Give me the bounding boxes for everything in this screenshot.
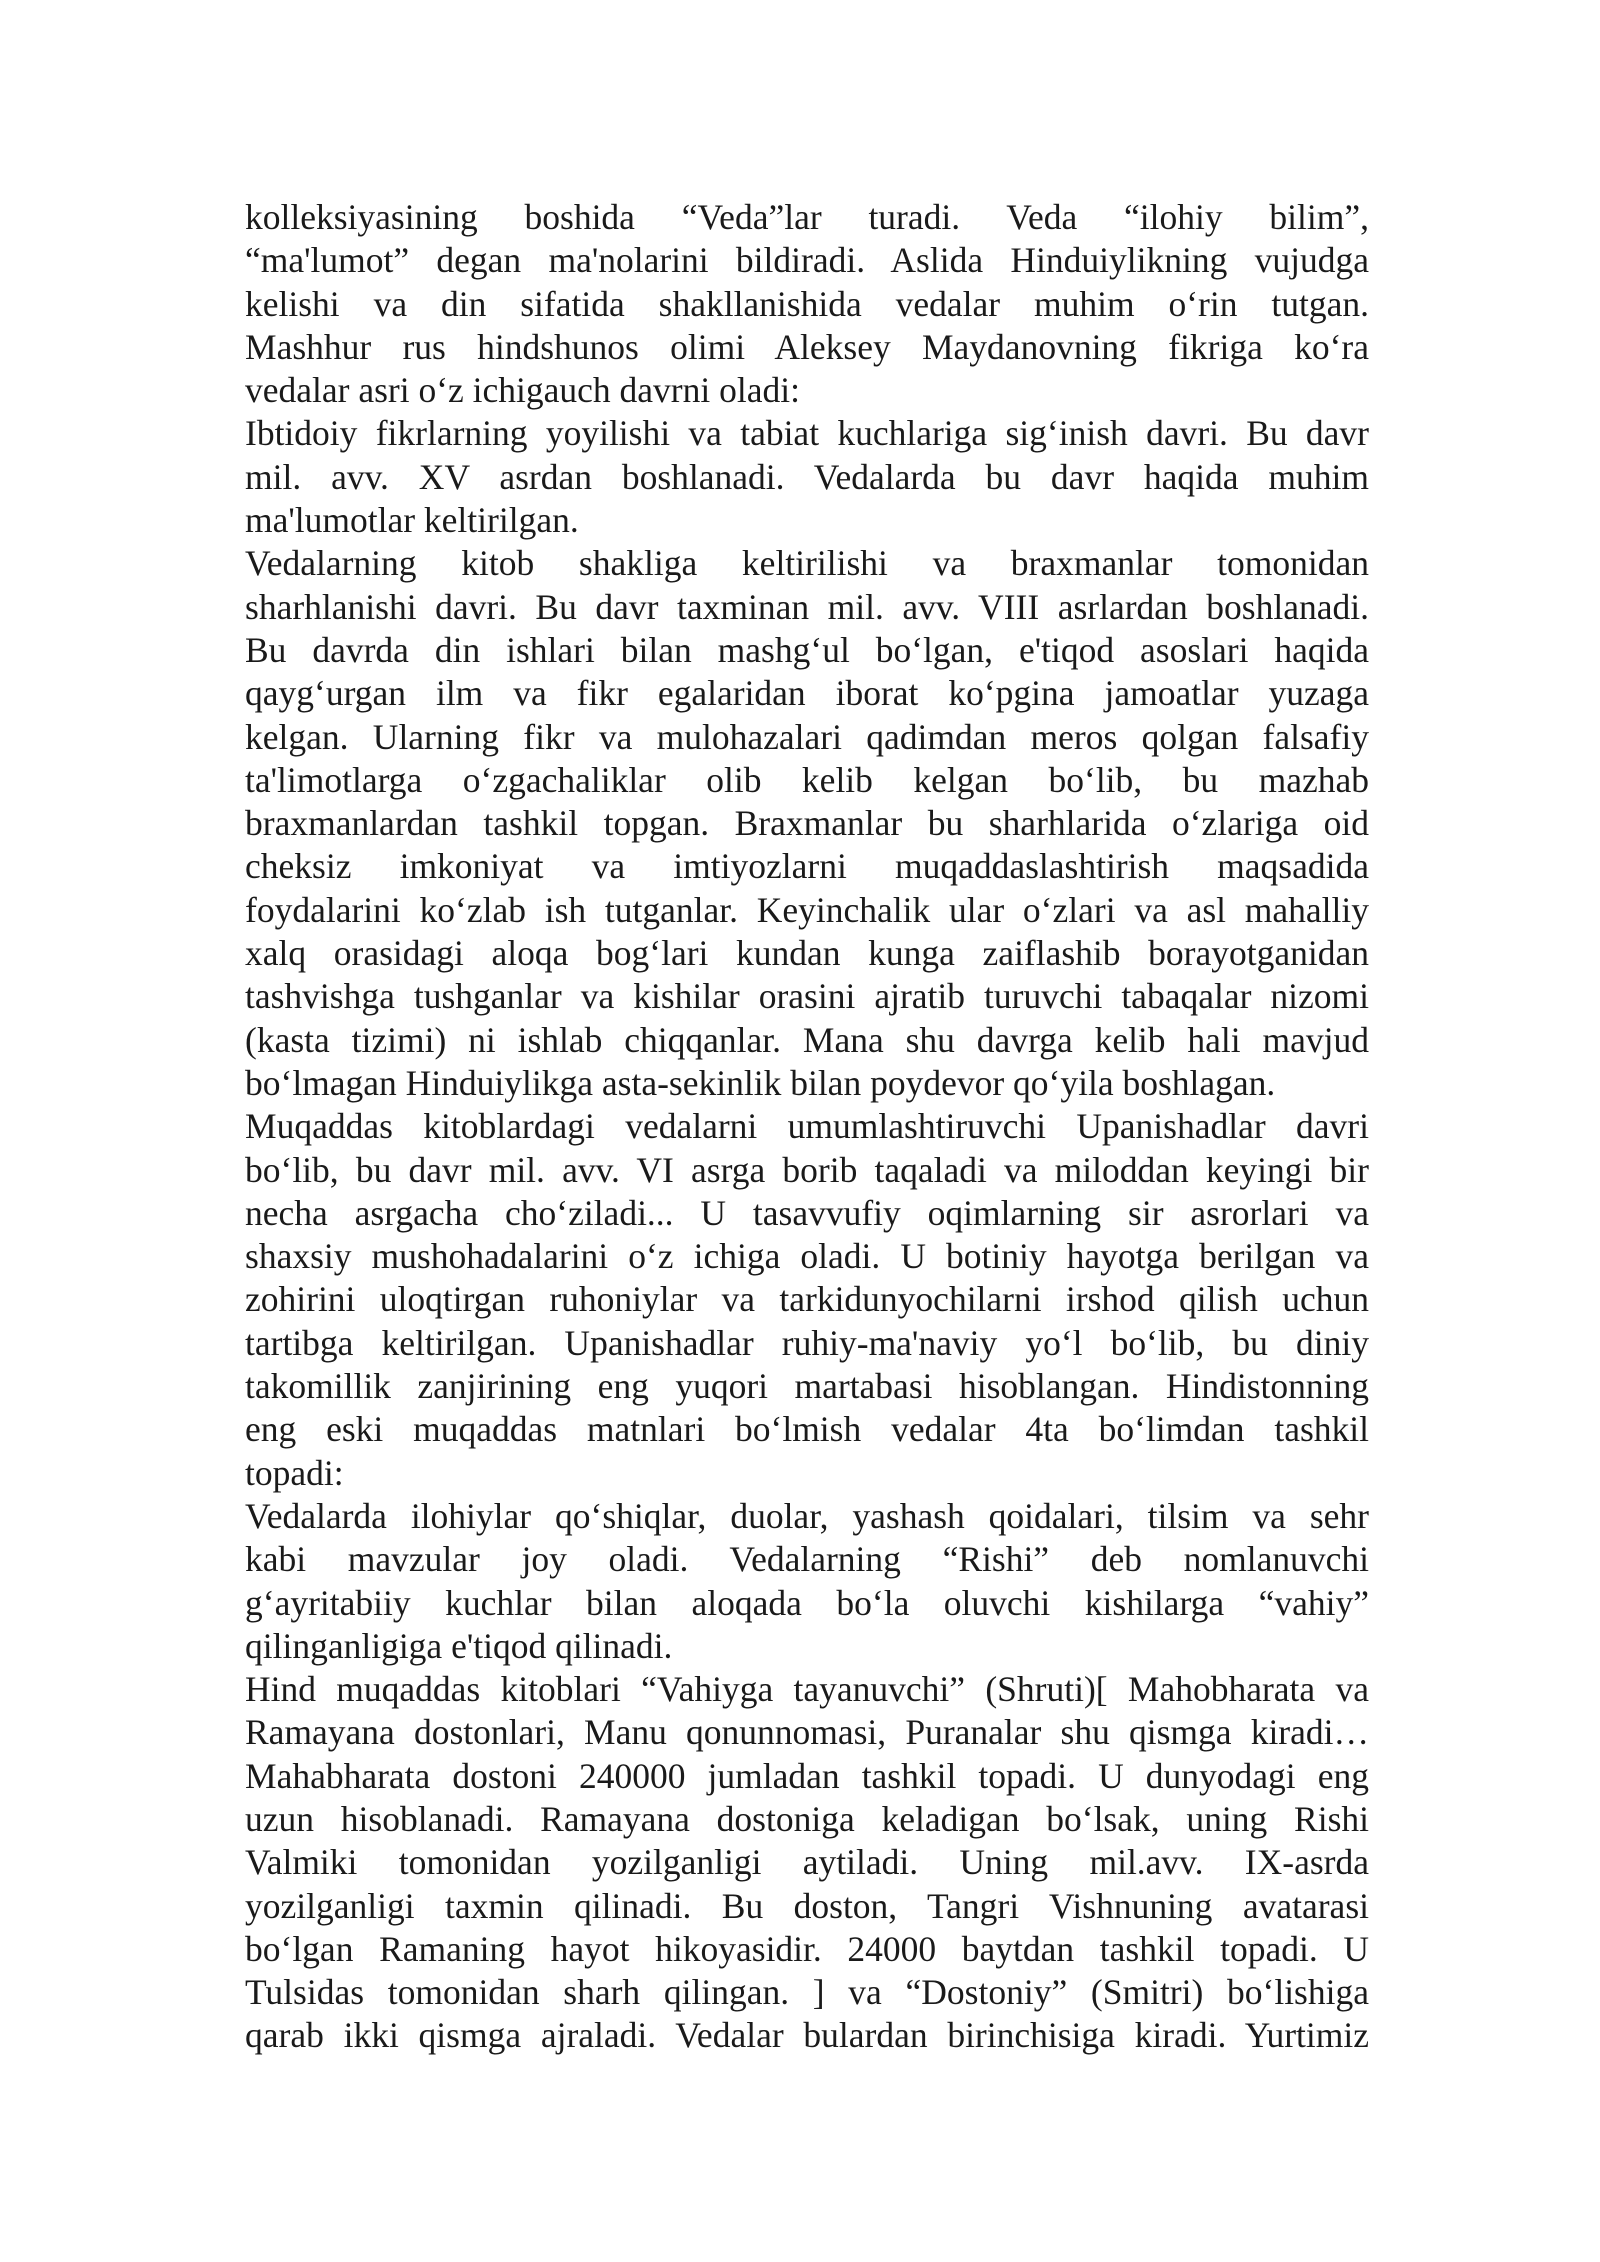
text-line: zohirini uloqtirgan ruhoniylar va tarkidunyochilarni irshod qilish uchun (245, 1279, 1369, 1320)
text-line: mil. avv. XV asrdan boshlanadi. Vedalarda bu davr haqida muhim (245, 456, 1369, 497)
text-line: foydalarini ko‘zlab ish tutganlar. Keyinchalik ular o‘zlari va asl mahalliy (245, 889, 1369, 930)
text-line: qarab ikki qismga ajraladi. Vedalar bulardan birinchisiga kiradi. Yurtimiz (245, 2015, 1369, 2056)
text-line: Hind muqaddas kitoblari “Vahiyga tayanuvchi” (Shruti)[ Mahobharata va (245, 1669, 1369, 1710)
text-line: bo‘lgan Ramaning hayot hikoyasidir. 24000 baytdan tashkil topadi. U (245, 1928, 1369, 1969)
text-line: Vedalarda ilohiylar qo‘shiqlar, duolar, yashash qoidalari, tilsim va sehr (245, 1495, 1369, 1536)
text-line: Ibtidoiy fikrlarning yoyilishi va tabiat kuchlariga sig‘inish davri. Bu davr (245, 413, 1369, 454)
text-line: uzun hisoblanadi. Ramayana dostoniga keladigan bo‘lsak, uning Rishi (245, 1798, 1369, 1839)
text-line: qilinganligiga e'tiqod qilinadi. (245, 1625, 673, 1666)
text-line: shaxsiy mushohadalarini o‘z ichiga oladi. U botiniy hayotga berilgan va (245, 1236, 1369, 1277)
text-line: (kasta tizimi) ni ishlab chiqqanlar. Mana shu davrga kelib hali mavjud (245, 1019, 1369, 1060)
text-line: eng eski muqaddas matnlari bo‘lmish vedalar 4ta bo‘limdan tashkil (245, 1409, 1369, 1450)
text-line: qayg‘urgan ilm va fikr egalaridan iborat ko‘pgina jamoatlar yuzaga (245, 673, 1369, 714)
text-line: takomillik zanjirining eng yuqori martabasi hisoblangan. Hindistonning (245, 1366, 1369, 1407)
text-line: kelishi va din sifatida shakllanishida vedalar muhim o‘rin tutgan. (245, 283, 1369, 324)
text-line: necha asrgacha cho‘ziladi... U tasavvufiy oqimlarning sir asrorlari va (245, 1192, 1369, 1233)
text-line: “ma'lumot” degan ma'nolarini bildiradi. Aslida Hinduiylikning vujudga (245, 240, 1369, 281)
text-line: Tulsidas tomonidan sharh qilingan. ] va “Dostoniy” (Smitri) bo‘lishiga (245, 1972, 1369, 2013)
text-line: sharhlanishi davri. Bu davr taxminan mil. avv. VIII asrlardan boshlanadi. (245, 586, 1369, 627)
text-line: bo‘lib, bu davr mil. avv. VI asrga borib taqaladi va miloddan keyingi bir (245, 1149, 1369, 1190)
text-line: topadi: (245, 1452, 344, 1493)
text-line: ta'limotlarga o‘zgachaliklar olib kelib kelgan bo‘lib, bu mazhab (245, 759, 1369, 800)
text-line: kolleksiyasining boshida “Veda”lar turadi. Veda “ilohiy bilim”, (245, 197, 1369, 237)
text-line: braxmanlardan tashkil topgan. Braxmanlar bu sharhlarida o‘zlariga oid (245, 803, 1369, 844)
text-line: g‘ayritabiiy kuchlar bilan aloqada bo‘la oluvchi kishilarga “vahiy” (245, 1582, 1369, 1623)
text-line: Mahabharata dostoni 240000 jumladan tashkil topadi. U dunyodagi eng (245, 1755, 1369, 1796)
text-line: yozilganligi taxmin qilinadi. Bu doston, Tangri Vishnuning avatarasi (245, 1885, 1369, 1926)
text-line: vedalar asri o‘z ichigauch davrni oladi: (245, 370, 800, 411)
text-line: Ramayana dostonlari, Manu qonunnomasi, Puranalar shu qismga kiradi… (245, 1712, 1369, 1753)
text-line: tartibga keltirilgan. Upanishadlar ruhiy-ma'naviy yo‘l bo‘lib, bu diniy (245, 1322, 1369, 1363)
text-line: Muqaddas kitoblardagi vedalarni umumlashtiruvchi Upanishadlar davri (245, 1106, 1369, 1147)
text-line: Vedalarning kitob shakliga keltirilishi va braxmanlar tomonidan (245, 543, 1369, 584)
text-line: ma'lumotlar keltirilgan. (245, 500, 579, 541)
text-line: Valmiki tomonidan yozilganligi aytiladi. Uning mil.avv. IX-asrda (245, 1842, 1369, 1883)
text-line: tashvishga tushganlar va kishilar orasini ajratib turuvchi tabaqalar nizomi (245, 976, 1369, 1017)
text-line: kabi mavzular joy oladi. Vedalarning “Rishi” deb nomlanuvchi (245, 1539, 1369, 1580)
text-line: xalq orasidagi aloqa bog‘lari kundan kunga zaiflashib borayotganidan (245, 933, 1369, 974)
text-line: kelgan. Ularning fikr va mulohazalari qadimdan meros qolgan falsafiy (245, 716, 1369, 757)
text-line: Bu davrda din ishlari bilan mashg‘ul bo‘lgan, e'tiqod asoslari haqida (245, 629, 1369, 670)
text-line: Mashhur rus hindshunos olimi Aleksey Maydanovning fikriga ko‘ra (245, 326, 1369, 367)
text-line: bo‘lmagan Hinduiylikga asta-sekinlik bilan poydevor qo‘yila boshlagan. (245, 1062, 1276, 1103)
text-line: cheksiz imkoniyat va imtiyozlarni muqaddaslashtirish maqsadida (245, 846, 1369, 887)
document-body-text (245, 196, 1369, 2058)
